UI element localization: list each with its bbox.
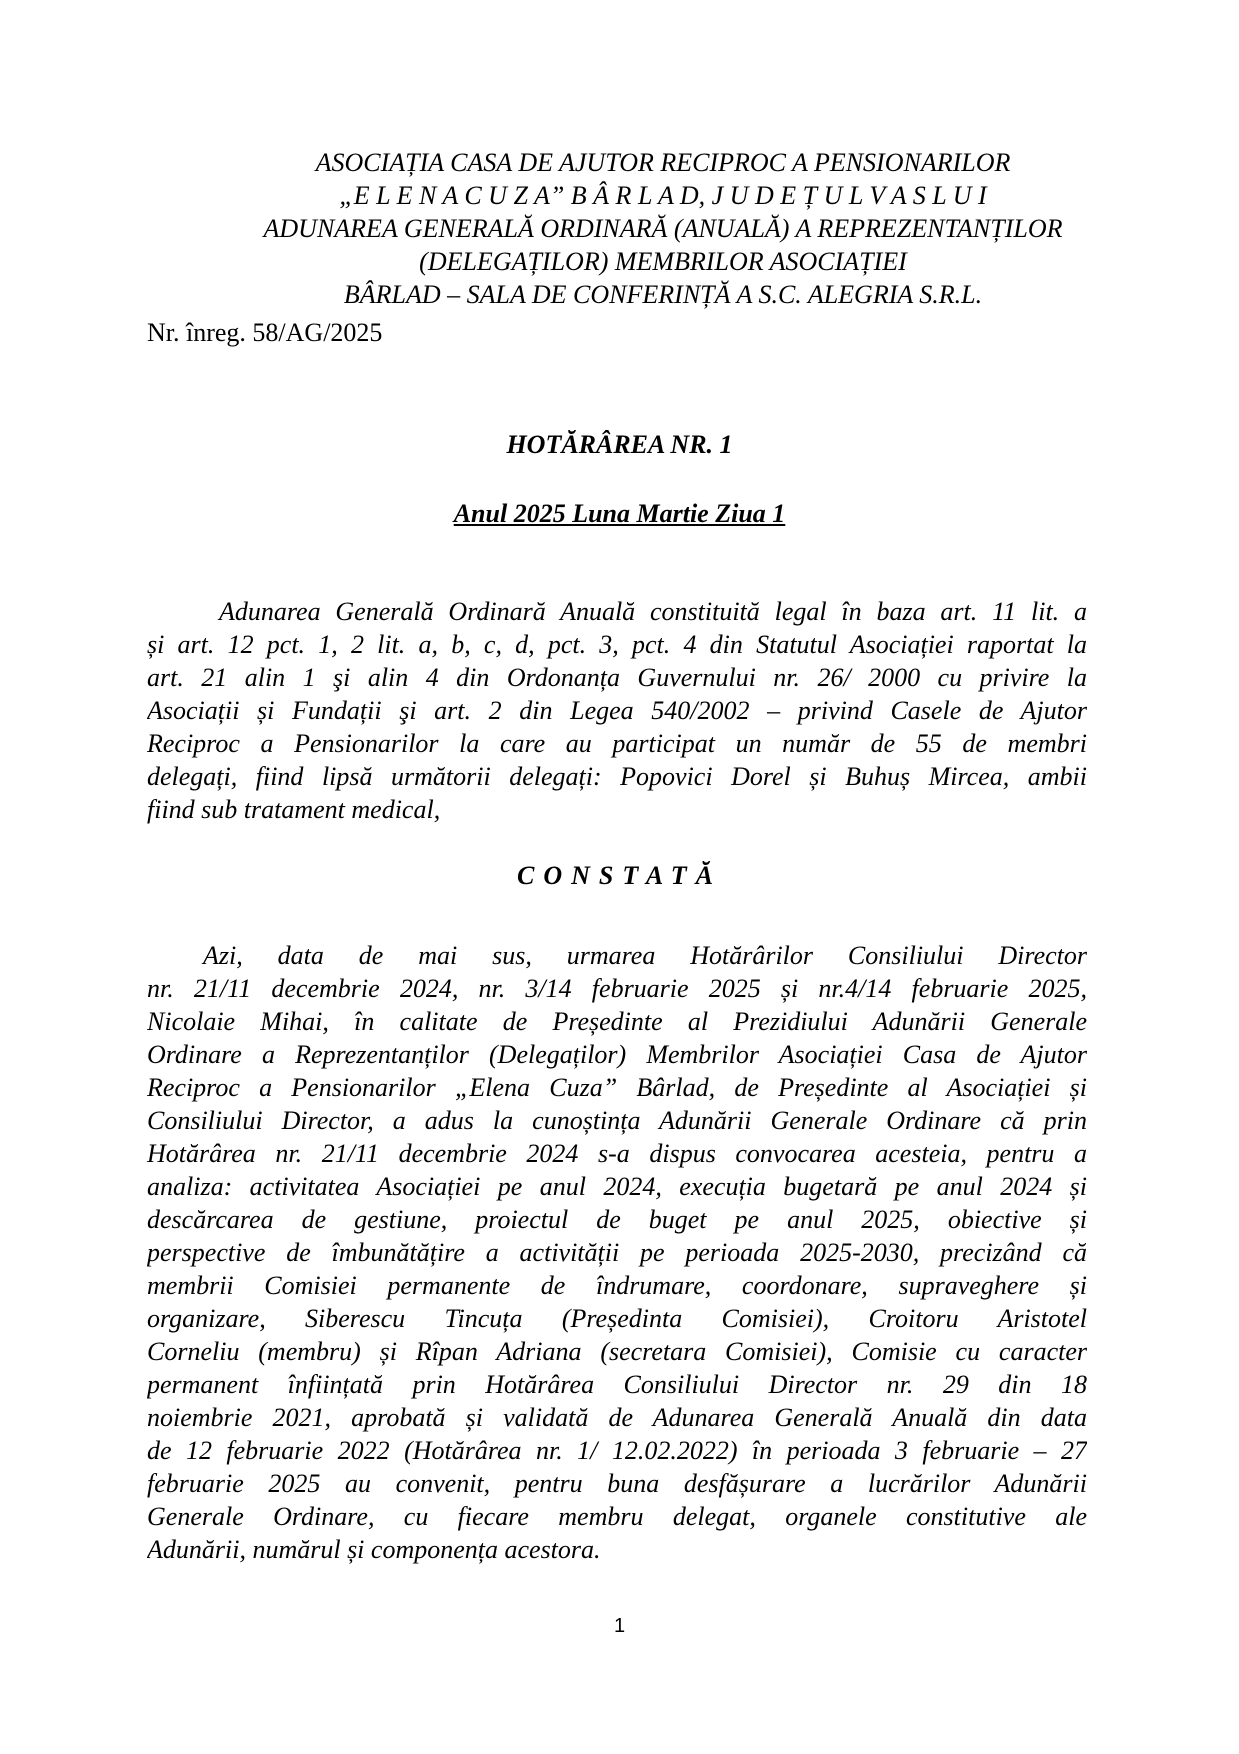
main-line: Reciproc a Pensionarilor „Elena Cuza” Bârlad, de Președinte al Asociației și [147, 1073, 1087, 1102]
header-assembly-members: (DELEGAȚILOR) MEMBRILOR ASOCIAȚIEI [419, 247, 907, 276]
main-line: Ordinare a Reprezentanților (Delegaților) Membrilor Asociației Casa de Ajutor [147, 1040, 1087, 1069]
main-line: Adunării, numărul și componența acestora. [147, 1535, 601, 1564]
intro-line: art. 21 alin 1 şi alin 4 din Ordonanța Guvernului nr. 26/ 2000 cu privire la [147, 663, 1087, 692]
intro-paragraph [147, 595, 1087, 826]
intro-line: Reciproc a Pensionarilor la care au participat un număr de 55 de membri [147, 729, 1087, 758]
main-line: descărcarea de gestiune, proiectul de buget pe anul 2025, obiective și [147, 1205, 1087, 1234]
main-line: analiza: activitatea Asociației pe anul 2024, execuția bugetară pe anul 2024 și [147, 1172, 1087, 1201]
main-line: perspective de îmbunătățire a activității pe perioada 2025-2030, precizând că [147, 1238, 1087, 1267]
main-paragraph [147, 939, 1087, 1566]
header-venue: BÂRLAD – SALA DE CONFERINȚĂ A S.C. ALEGRIA S.R.L. [343, 280, 983, 309]
main-line: februarie 2025 au convenit, pentru buna desfășurare a lucrărilor Adunării [147, 1469, 1087, 1498]
document-header [148, 146, 1148, 311]
main-line: nr. 21/11 decembrie 2024, nr. 3/14 februarie 2025 și nr.4/14 februarie 2025, [147, 974, 1087, 1003]
main-line: Corneliu (membru) și Rîpan Adriana (secretara Comisiei), Comisie cu caracter [147, 1337, 1087, 1366]
main-line: noiembrie 2021, aprobată și validată de Adunarea Generală Anuală din data [147, 1403, 1087, 1432]
section-heading-constata: CONSTATĂ [517, 861, 722, 890]
header-association-location: „E L E N A C U Z A” B Â R L A D, J U D E Ț U L V A S L U I [339, 181, 987, 210]
intro-line: delegați, fiind lipsă următorii delegați: Popovici Dorel și Buhuș Mircea, ambii [147, 762, 1087, 791]
header-assembly-title: ADUNAREA GENERALĂ ORDINARĂ (ANUALĂ) A REPREZENTANȚILOR [263, 214, 1063, 243]
main-line: Generale Ordinare, cu fiecare membru delegat, organele constitutive ale [147, 1502, 1087, 1531]
main-line: Azi, data de mai sus, urmarea Hotărârilor Consiliului Director [203, 941, 1087, 970]
main-line: Nicolaie Mihai, în calitate de Președinte al Prezidiului Adunării Generale [147, 1007, 1087, 1036]
intro-line: fiind sub tratament medical, [147, 795, 441, 824]
decision-date-text: Anul 2025 Luna Martie Ziua 1 [453, 499, 786, 528]
intro-line: Asociații și Fundații şi art. 2 din Legea 540/2002 – privind Casele de Ajutor [147, 696, 1087, 725]
main-line: Hotărârea nr. 21/11 decembrie 2024 s-a dispus convocarea acesteia, pentru a [147, 1139, 1087, 1168]
intro-line: și art. 12 pct. 1, 2 lit. a, b, c, d, pct. 3, pct. 4 din Statutul Asociației raportat la [147, 630, 1087, 659]
intro-line: Adunarea Generală Ordinară Anuală constituită legal în baza art. 11 lit. a [219, 597, 1087, 626]
main-line: Consiliului Director, a adus la cunoștința Adunării Generale Ordinare că prin [147, 1106, 1087, 1135]
decision-date [0, 497, 1239, 530]
decision-title: HOTĂRÂREA NR. 1 [506, 430, 733, 459]
main-line: permanent înființată prin Hotărârea Consiliului Director nr. 29 din 18 [147, 1370, 1087, 1399]
registration-number: Nr. înreg. 58/AG/2025 [147, 318, 383, 347]
main-line: organizare, Siberescu Tincuța (Președinta Comisiei), Croitoru Aristotel [147, 1304, 1087, 1333]
main-line: de 12 februarie 2022 (Hotărârea nr. 1/ 12.02.2022) în perioada 3 februarie – 27 [147, 1436, 1087, 1465]
page-number: 1 [613, 1615, 626, 1637]
main-line: membrii Comisiei permanente de îndrumare, coordonare, supraveghere și [147, 1271, 1087, 1300]
header-association-name: ASOCIAȚIA CASA DE AJUTOR RECIPROC A PENSIONARILOR [315, 148, 1011, 177]
